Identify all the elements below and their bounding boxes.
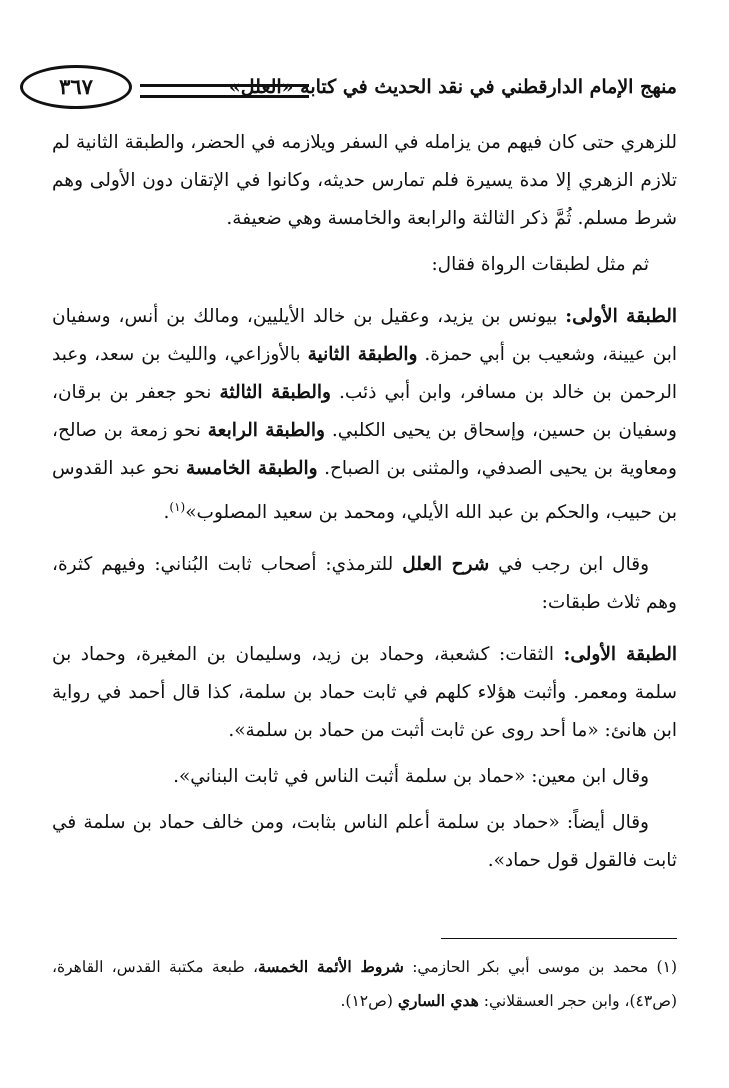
footnotes [52,950,677,1018]
text-span: بالأوزاعي، والليث بن سعد، وعبد الرحمن بن خالد بن مسافر، وابن أبي ذئب. [52,344,677,403]
text-span: . [163,502,170,524]
paragraph-6: وقال ابن معين: «حماد بن سلمة أثبت الناس في ثابت البناني». [173,766,649,788]
footnote-separator [441,938,677,939]
text-span: بيونس بن يزيد، وعقيل بن خالد الأيليين، ومالك بن أنس، وسفيان ابن عيينة، وشعيب بن أبي حمزة. [52,306,677,365]
text-span: الثقات: كشعبة، وحماد بن زيد، وسليمان بن المغيرة، وحماد بن سلمة ومعمر. وأثبت هؤلاء كلهم في ثابت حماد بن سلمة، كذا قال أحمد في رواية ابن هانئ: «ما أحد روى عن ثابت أثبت من حماد بن سلمة». [52,644,677,742]
text-span: نحو عبد القدوس بن حبيب، والحكم بن عبد الله الأيلي، ومحمد بن سعيد المصلوب» [52,458,677,524]
paragraph-7: وقال أيضاً: «حماد بن سلمة أعلم الناس بثابت، ومن خالف حماد بن سلمة في ثابت فالقول قول حماد». [52,812,677,872]
text-span: ، طبعة مكتبة القدس، القاهرة، (ص٤٣)، وابن حجر العسقلاني: [52,958,677,1010]
footnote-1 [52,950,677,1018]
paragraph-3-narrator-tiers [52,298,677,532]
paragraph-2: ثم مثل لطبقات الرواة فقال: [431,254,649,275]
tier-label: والطبقة الرابعة [207,420,325,441]
header-double-rule [140,84,309,98]
book-title: شرح العلل [402,554,490,576]
paragraph-5 [52,636,677,750]
tier-label: والطبقة الخامسة [186,458,318,479]
main-text [52,124,677,894]
text-span: نحو زمعة بن صالح، ومعاوية بن يحيى الصدفي، والمثنى بن الصباح. [52,420,677,479]
text-span: وقال ابن رجب في [489,554,649,576]
tier-label: الطبقة الأولى: [563,644,677,666]
text-span: (ص١٢). [340,992,398,1010]
text-span: نحو جعفر بن برقان، وسفيان بن حسين، وإسحاق بن يحيى الكلبي. [52,382,677,441]
tier-label: والطبقة الثالثة [219,382,331,403]
text-span: (١) محمد بن موسى أبي بكر الحازمي: [403,958,677,976]
tier-label: الطبقة الأولى: [565,306,677,327]
book-title: شروط الأئمة الخمسة [258,957,404,976]
page-number: ٣٦٧ [20,65,132,109]
page-header [20,62,677,116]
tier-label: والطبقة الثانية [307,344,418,365]
running-title: منهج الإمام الدارقطني في نقد الحديث في كتابه «العلل» [228,76,677,98]
book-title: هدي الساري [397,991,479,1010]
text-span: للترمذي: أصحاب ثابت البُناني: وفيهم كثرة، وهم ثلاث طبقات: [52,554,677,614]
footnote-reference: (١) [169,500,186,514]
paragraph-4 [52,546,677,622]
paragraph-1: للزهري حتى كان فيهم من يزامله في السفر ويلازمه في الحضر، والطبقة الثانية لم تلازم الزهري إلا مدة يسيرة فلم تمارس حديثه، وكانوا في الإتقان دون الأولى وهم شرط مسلم. ثُمَّ ذكر الثالثة والرابعة والخامسة وهي ضعيفة. [52,132,677,229]
